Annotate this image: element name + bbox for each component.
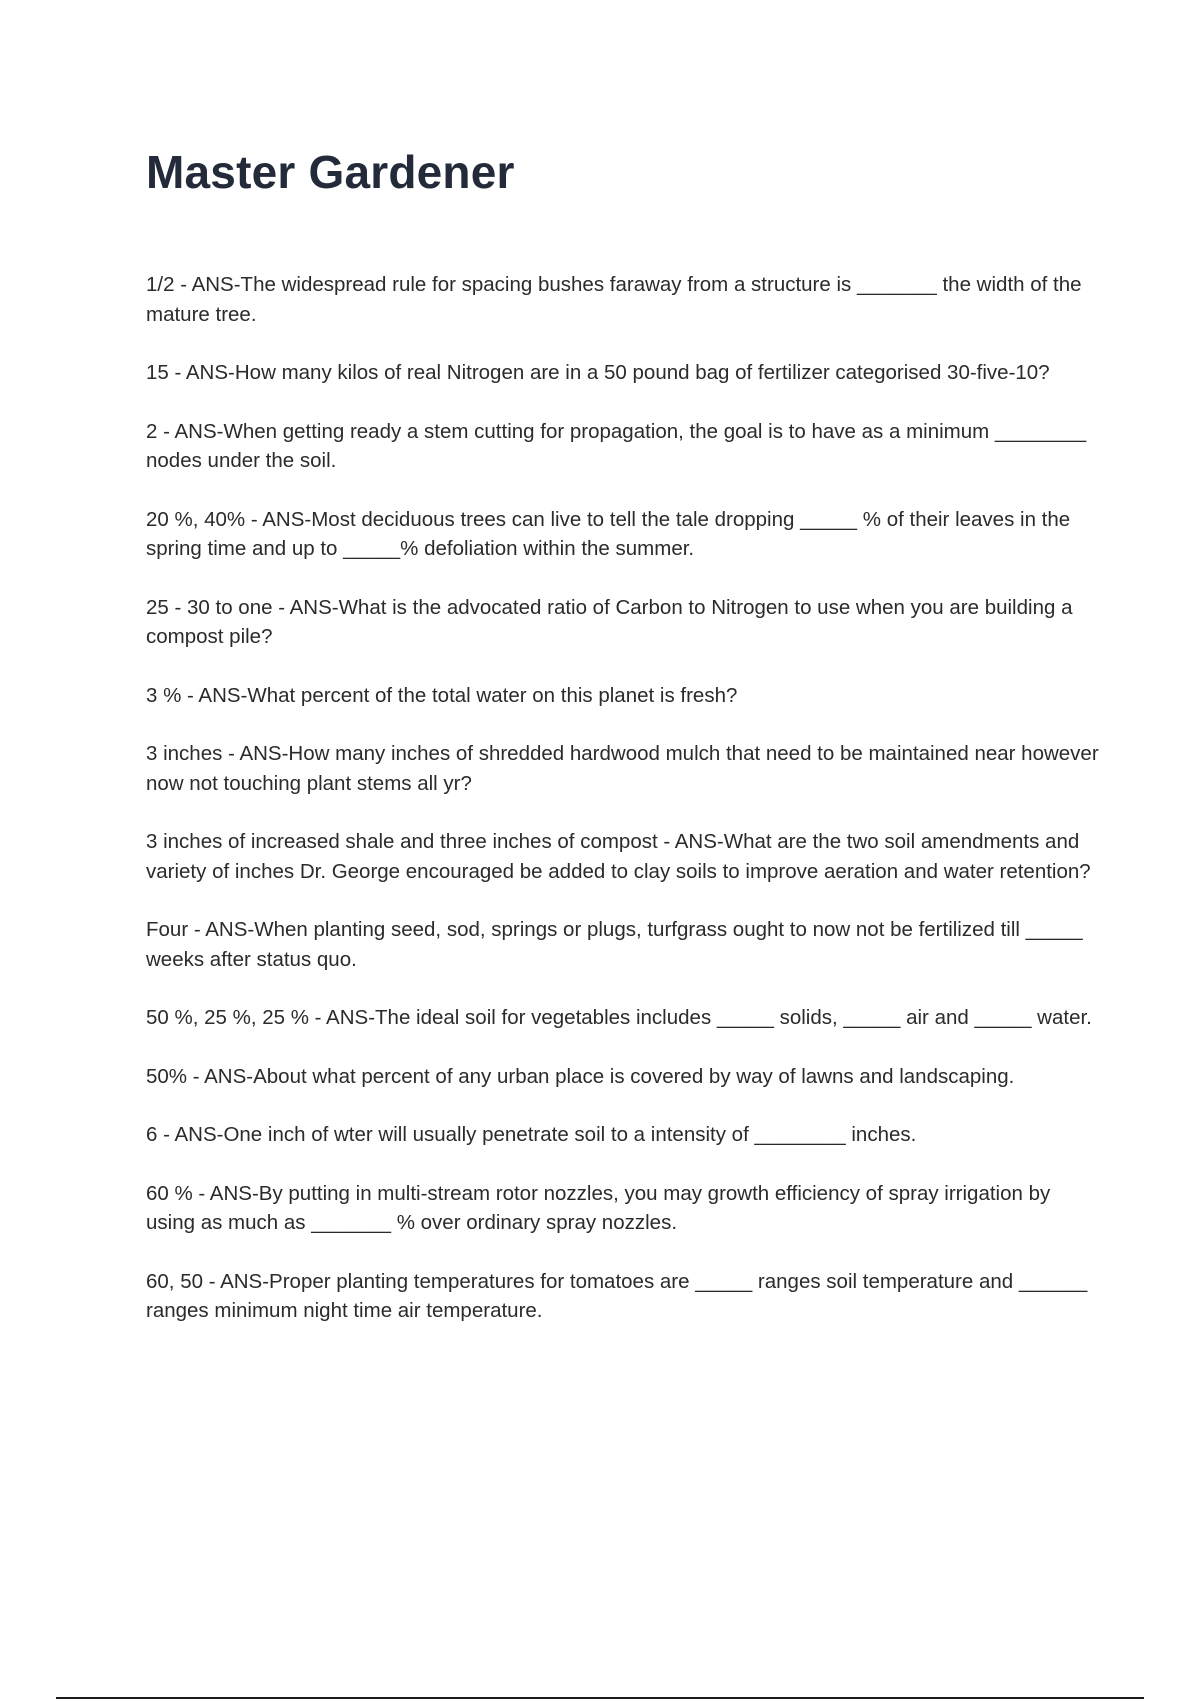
qa-item: 15 - ANS-How many kilos of real Nitrogen are in a 50 pound bag of fertilizer categorised 30-five-10? <box>146 361 1050 384</box>
qa-item: 50 %, 25 %, 25 % - ANS-The ideal soil for vegetables includes _____ solids, _____ air and _____ water. <box>146 1006 1092 1029</box>
qa-list <box>146 270 1101 1355</box>
qa-item: Four - ANS-When planting seed, sod, springs or plugs, turfgrass ought to now not be fertilized till _____ weeks after status quo. <box>146 918 1083 971</box>
qa-item: 2 - ANS-When getting ready a stem cutting for propagation, the goal is to have as a minimum ________ nodes under the soil. <box>146 419 1087 472</box>
qa-item: 3 inches - ANS-How many inches of shredded hardwood mulch that need to be maintained near however now not touching plant stems all yr? <box>146 742 1099 795</box>
qa-item: 20 %, 40% - ANS-Most deciduous trees can live to tell the tale dropping _____ % of their leaves in the spring time and up to _____% defoliation within the summer. <box>146 507 1071 560</box>
qa-item: 50% - ANS-About what percent of any urban place is covered by way of lawns and landscaping. <box>146 1064 1015 1088</box>
qa-item: 1/2 - ANS-The widespread rule for spacing bushes faraway from a structure is _______ the width of the mature tree. <box>146 273 1082 326</box>
qa-item: 60, 50 - ANS-Proper planting temperatures for tomatoes are _____ ranges soil temperature and ______ ranges minimum night time air temperature. <box>146 1269 1088 1322</box>
page-title: Master Gardener <box>146 146 515 198</box>
qa-item: 60 % - ANS-By putting in multi-stream rotor nozzles, you may growth efficiency of spray irrigation by using as much as _______ % over ordinary spray nozzles. <box>146 1181 1051 1234</box>
qa-item: 3 % - ANS-What percent of the total water on this planet is fresh? <box>146 683 738 707</box>
qa-item: 6 - ANS-One inch of wter will usually penetrate soil to a intensity of ________ inches. <box>146 1123 917 1146</box>
footer-divider <box>56 1697 1144 1699</box>
qa-item: 25 - 30 to one - ANS-What is the advocated ratio of Carbon to Nitrogen to use when you are building a compost pile? <box>146 595 1073 648</box>
qa-item: 3 inches of increased shale and three inches of compost - ANS-What are the two soil amendments and variety of inches Dr. George encouraged be added to clay soils to improve aeration and water retention? <box>146 830 1091 883</box>
